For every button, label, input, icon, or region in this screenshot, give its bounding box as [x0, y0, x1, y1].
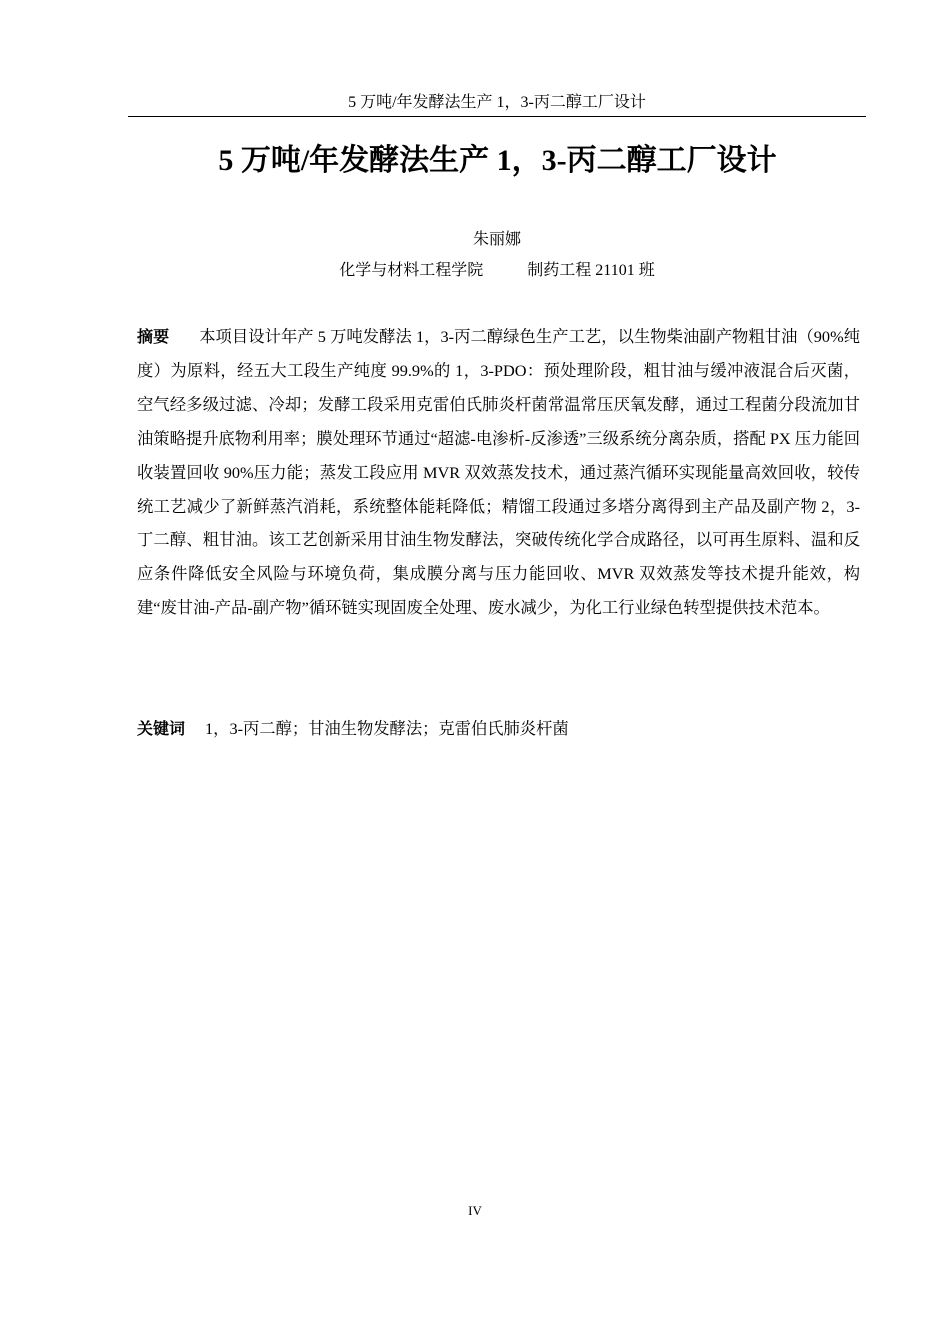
- abstract-text: 本项目设计年产 5 万吨发酵法 1，3-丙二醇绿色生产工艺，以生物柴油副产物粗甘油（90%纯度）为原料，经五大工段生产纯度 99.9%的 1，3-PDO：预处理阶段，粗甘油与缓冲液混合后灭菌，空气经多级过滤、冷却；发酵工段采用克雷伯氏肺炎杆菌常温常压厌氧发酵，通过工程菌分段流加甘油策略提升底物利用率；膜处理环节通过“超滤-电渗析-反渗透”三级系统分离杂质，搭配 PX 压力能回收装置回收 90%压力能；蒸发工段应用 MVR 双效蒸发技术，通过蒸汽循环实现能量高效回收，较传统工艺减少了新鲜蒸汽消耗，系统整体能耗降低；精馏工段通过多塔分离得到主产品及副产物 2，3-丁二醇、粗甘油。该工艺创新采用甘油生物发酵法，突破传统化学合成路径，以可再生原料、温和反应条件降低安全风险与环境负荷，集成膜分离与压力能回收、MVR 双效蒸发等技术提升能效，构建“废甘油-产品-副产物”循环链实现固废全处理、废水减少，为化工行业绿色转型提供技术范本。: [137, 327, 860, 618]
- running-header: 5 万吨/年发酵法生产 1，3-丙二醇工厂设计: [348, 94, 646, 111]
- keywords-label: 关键词: [137, 719, 186, 738]
- abstract-paragraph: [137, 320, 860, 625]
- author-name: 朱丽娜: [472, 231, 521, 248]
- keywords-text: 1，3-丙二醇；甘油生物发酵法；克雷伯氏肺炎杆菌: [205, 719, 569, 738]
- affiliation: [128, 259, 866, 283]
- abstract-label: 摘要: [137, 327, 170, 346]
- class-name: 制药工程 21101 班: [527, 262, 655, 279]
- page-number: IV: [468, 1203, 482, 1218]
- header-rule: [128, 116, 866, 117]
- keywords-line: [137, 714, 860, 744]
- school-name: 化学与材料工程学院: [339, 262, 484, 279]
- page-title: 5 万吨/年发酵法生产 1，3-丙二醇工厂设计: [218, 144, 777, 177]
